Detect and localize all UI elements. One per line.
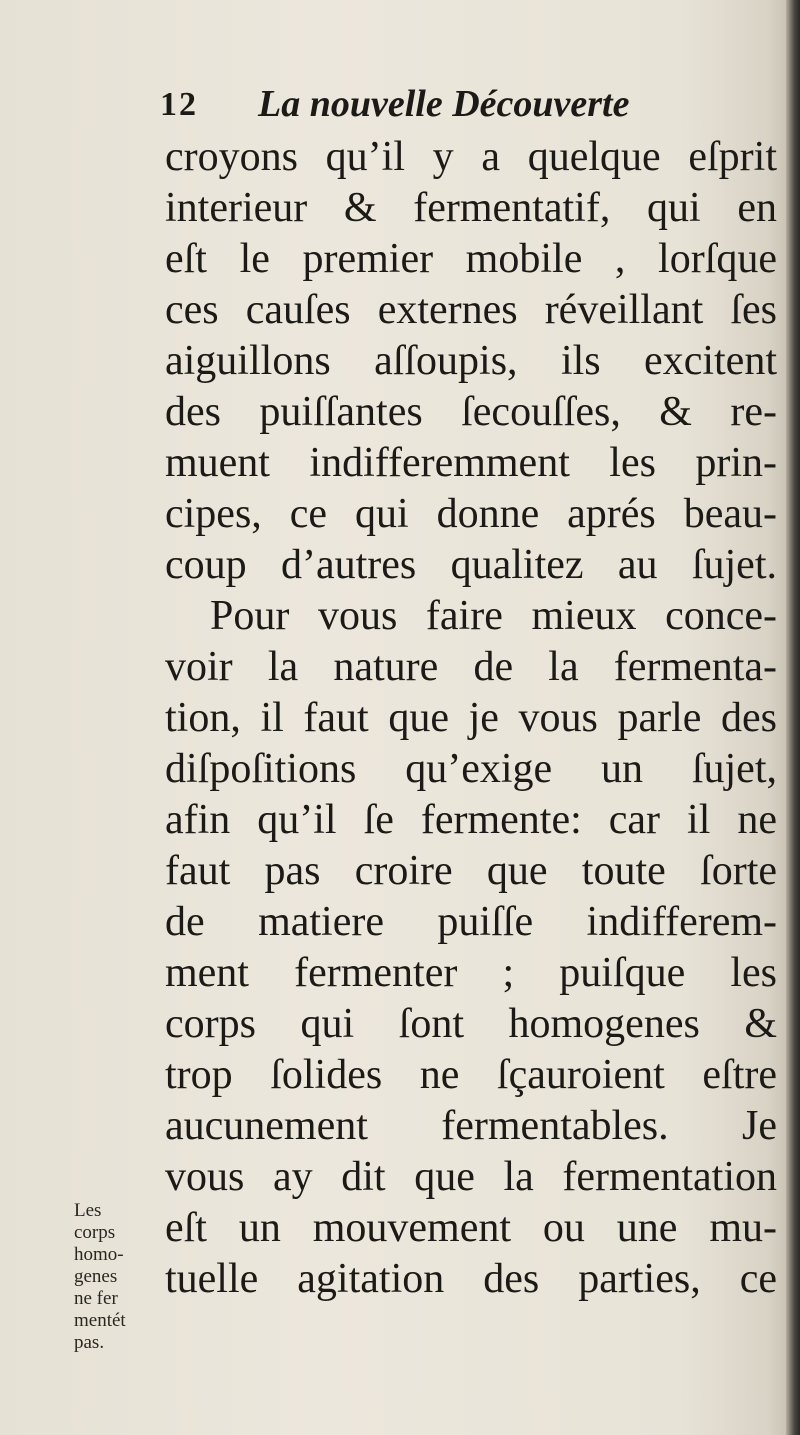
page-edge xyxy=(786,0,800,1435)
text-line: eſt le premier mobile , lorſque xyxy=(165,236,777,282)
text-line: interieur & fermentatif, qui en xyxy=(165,185,777,231)
text-line: croyons qu’il y a quelque eſprit xyxy=(165,134,777,180)
text-line: corps qui ſont homogenes & xyxy=(165,1001,777,1047)
margin-note xyxy=(74,1200,154,1354)
margin-note-line: mentét xyxy=(74,1310,126,1331)
text-line: diſpoſitions qu’exige un ſujet, xyxy=(165,746,777,792)
page-number: 12 xyxy=(160,86,198,123)
margin-note-line: pas. xyxy=(74,1332,105,1353)
text-line: tion, il faut que je vous parle des xyxy=(165,695,777,741)
text-line: trop ſolides ne ſçauroient eſtre xyxy=(165,1052,777,1098)
text-line: ment fermenter ; puiſque les xyxy=(165,950,777,996)
text-line: ces cauſes externes réveillant ſes xyxy=(165,287,777,333)
text-line: eſt un mouvement ou une mu- xyxy=(165,1205,777,1251)
text-line: cipes, ce qui donne aprés beau- xyxy=(165,491,777,537)
text-line: voir la nature de la fermenta- xyxy=(165,644,777,690)
text-line: de matiere puiſſe indifferem- xyxy=(165,899,777,945)
text-line: afin qu’il ſe fermente: car il ne xyxy=(165,797,777,843)
text-line: muent indifferemment les prin- xyxy=(165,440,777,486)
text-line: des puiſſantes ſecouſſes, & re- xyxy=(165,389,777,435)
margin-note-line: genes xyxy=(74,1266,118,1287)
text-line: vous ay dit que la fermentation xyxy=(165,1154,777,1200)
text-line: aucunement fermentables. Je xyxy=(165,1103,777,1149)
text-line: Pour vous faire mieux conce- xyxy=(210,593,777,639)
margin-note-line: homo- xyxy=(74,1244,124,1265)
text-line: faut pas croire que toute ſorte xyxy=(165,848,777,894)
page-header xyxy=(160,82,720,132)
body-text xyxy=(165,132,777,1305)
text-line: coup d’autres qualitez au ſujet. xyxy=(165,542,777,588)
margin-note-line: ne fer xyxy=(74,1288,118,1309)
text-line: aiguillons aſſoupis, ils excitent xyxy=(165,338,777,384)
text-line: tuelle agitation des parties, ce xyxy=(165,1256,777,1302)
margin-note-line: corps xyxy=(74,1222,116,1243)
margin-note-line: Les xyxy=(74,1200,102,1221)
running-title: La nouvelle Découverte xyxy=(258,83,630,125)
